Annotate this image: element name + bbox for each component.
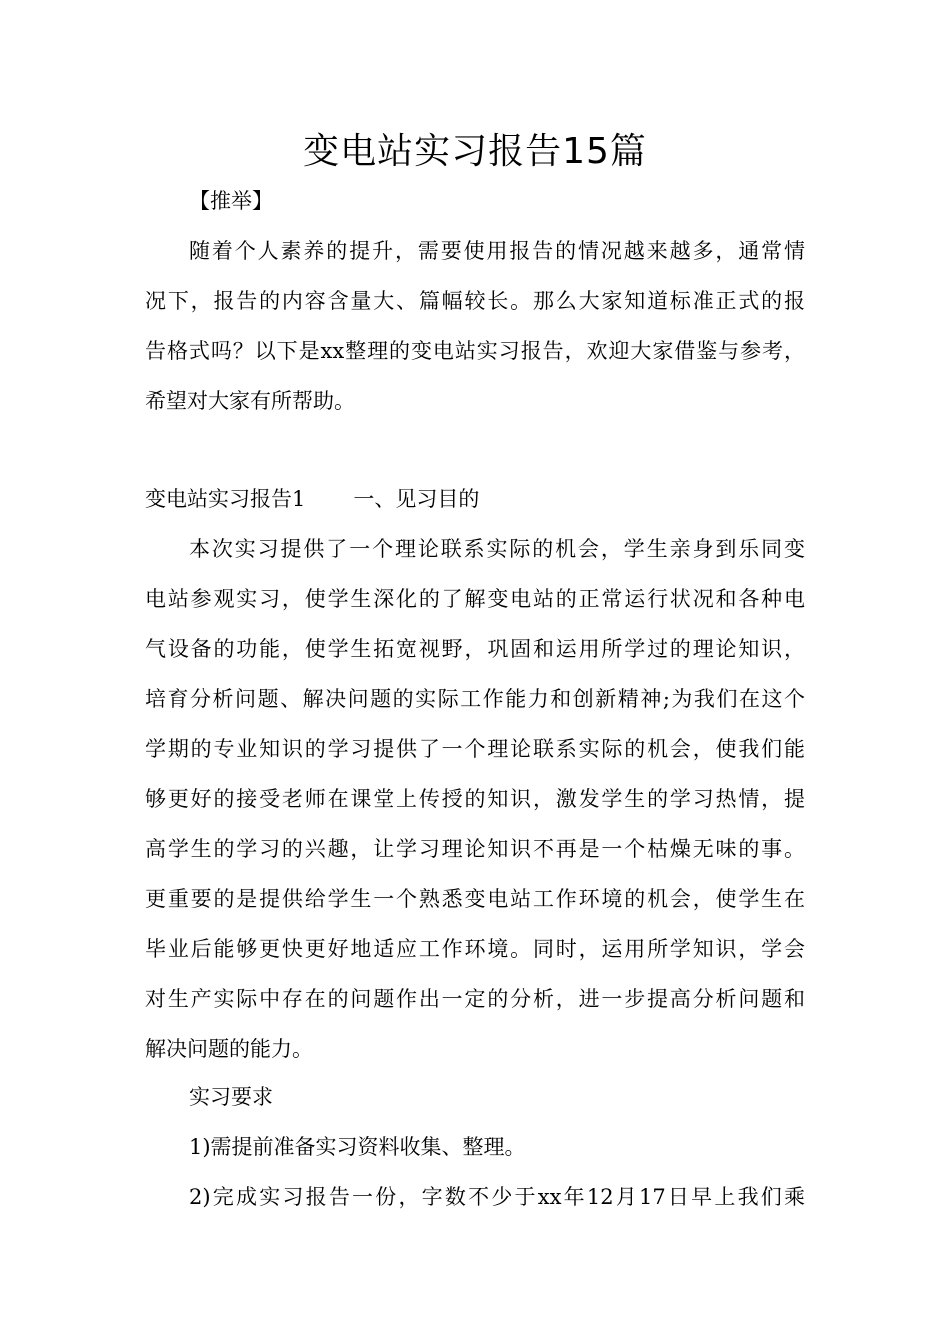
section-heading-line [145, 484, 479, 514]
requirement-item: 2)完成实习报告一份，字数不少于xx年12月17日早上我们乘 [189, 1185, 805, 1209]
body-line: 电站参观实习，使学生深化的了解变电站的正常运行状况和各种电 [145, 587, 805, 611]
body-line: 更重要的是提供给学生一个熟悉变电站工作环境的机会，使学生在 [145, 887, 805, 911]
body-line: 气设备的功能，使学生拓宽视野，巩固和运用所学过的理论知识， [145, 637, 805, 661]
section-subheading: 一、见习目的 [353, 487, 480, 511]
requirement-item: 1)需提前准备实习资料收集、整理。 [189, 1135, 526, 1159]
intro-line: 况下，报告的内容含量大、篇幅较长。那么大家知道标准正式的报 [145, 289, 805, 313]
intro-line: 告格式吗？以下是xx整理的变电站实习报告，欢迎大家借鉴与参考， [145, 339, 805, 363]
recommend-label: 【推举】 [189, 189, 273, 213]
intro-line: 随着个人素养的提升，需要使用报告的情况越来越多，通常情 [189, 239, 805, 263]
body-line: 培育分析问题、解决问题的实际工作能力和创新精神;为我们在这个 [145, 687, 805, 711]
body-line: 解决问题的能力。 [145, 1037, 313, 1061]
section-heading: 变电站实习报告1 [145, 487, 306, 511]
body-line: 高学生的学习的兴趣，让学习理论知识不再是一个枯燥无味的事。 [145, 837, 805, 861]
body-line: 对生产实际中存在的问题作出一定的分析，进一步提高分析问题和 [145, 987, 805, 1011]
body-line: 够更好的接受老师在课堂上传授的知识，激发学生的学习热情，提 [145, 787, 805, 811]
document-title: 变电站实习报告15篇 [303, 131, 647, 172]
intro-line: 希望对大家有所帮助。 [145, 389, 355, 413]
body-line: 本次实习提供了一个理论联系实际的机会，学生亲身到乐同变 [189, 537, 805, 561]
requirements-heading: 实习要求 [189, 1085, 273, 1109]
body-line: 学期的专业知识的学习提供了一个理论联系实际的机会，使我们能 [145, 737, 805, 761]
body-line: 毕业后能够更快更好地适应工作环境。同时，运用所学知识，学会 [145, 937, 805, 961]
